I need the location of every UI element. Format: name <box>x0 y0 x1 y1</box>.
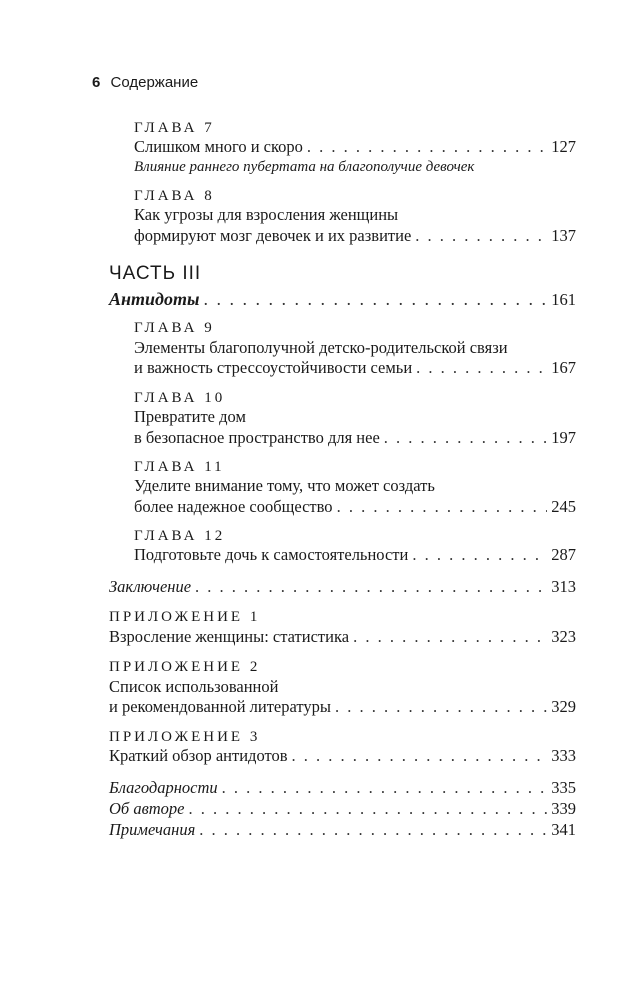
chapter-12-entry[interactable] <box>134 544 576 566</box>
chapter-7-label: ГЛАВА 7 <box>134 120 215 136</box>
chapter-10-entry[interactable] <box>134 427 576 449</box>
about-author-title: Об авторе <box>109 799 185 818</box>
leader-dots <box>412 544 547 566</box>
notes-page: 341 <box>551 820 576 839</box>
appendix-3-label: ПРИЛОЖЕНИЕ 3 <box>109 729 261 745</box>
running-header <box>92 74 198 91</box>
chapter-7-title: Слишком много и скоро <box>134 137 303 156</box>
leader-dots <box>307 136 547 158</box>
chapter-10-title-line-2: в безопасное пространство для нее <box>134 428 380 447</box>
leader-dots <box>415 225 547 247</box>
part-3-title: Антидоты <box>109 289 200 309</box>
chapter-9-entry[interactable] <box>134 357 576 379</box>
chapter-9-page: 167 <box>551 358 576 377</box>
chapter-11-label: ГЛАВА 11 <box>134 459 225 475</box>
chapter-11-entry[interactable] <box>134 496 576 518</box>
appendix-1-title: Взросление женщины: статистика <box>109 627 350 646</box>
chapter-11-title-line-2: более надежное сообщество <box>134 497 333 516</box>
conclusion-page: 313 <box>551 577 576 596</box>
about-author-page: 339 <box>551 799 576 818</box>
appendix-3-title: Краткий обзор антидотов <box>109 746 288 765</box>
appendix-2-label: ПРИЛОЖЕНИЕ 2 <box>109 659 261 675</box>
leader-dots <box>189 798 548 820</box>
appendix-1-entry[interactable] <box>109 626 576 648</box>
chapter-9-title-line-2: и важность стрессоустойчивости семьи <box>134 358 413 377</box>
appendix-2-entry[interactable] <box>109 696 576 718</box>
appendix-2-title-line-1[interactable]: Список использованной <box>109 677 279 696</box>
running-header-title: Содержание <box>110 74 199 91</box>
page-number: 6 <box>92 74 101 91</box>
leader-dots <box>199 819 547 841</box>
leader-dots <box>416 357 547 379</box>
chapter-8-entry[interactable] <box>134 225 576 247</box>
leader-dots <box>337 496 548 518</box>
leader-dots <box>195 576 547 598</box>
chapter-7-subtitle: Влияние раннего пубертата на благополучие девочек <box>134 159 475 175</box>
leader-dots <box>384 427 547 449</box>
conclusion-title: Заключение <box>109 577 192 596</box>
part-3-label: ЧАСТЬ III <box>109 263 202 284</box>
chapter-11-page: 245 <box>551 497 576 516</box>
appendix-3-entry[interactable] <box>109 745 576 767</box>
chapter-12-title: Подготовьте дочь к самостоятельности <box>134 545 409 564</box>
notes-title: Примечания <box>109 820 196 839</box>
appendix-1-page: 323 <box>551 627 576 646</box>
chapter-12-label: ГЛАВА 12 <box>134 528 226 544</box>
leader-dots <box>353 626 547 648</box>
chapter-8-title-line-1[interactable]: Как угрозы для взросления женщины <box>134 205 399 224</box>
appendix-3-page: 333 <box>551 746 576 765</box>
chapter-8-page: 137 <box>551 226 576 245</box>
leader-dots <box>335 696 547 718</box>
acknowledgements-page: 335 <box>551 778 576 797</box>
appendix-2-title-line-2: и рекомендованной литературы <box>109 697 331 716</box>
chapter-12-page: 287 <box>551 545 576 564</box>
chapter-7-page: 127 <box>551 137 576 156</box>
chapter-10-title-line-1[interactable]: Превратите дом <box>134 407 246 426</box>
conclusion-entry[interactable] <box>109 576 576 598</box>
appendix-2-page: 329 <box>551 697 576 716</box>
chapter-8-label: ГЛАВА 8 <box>134 188 215 204</box>
chapter-10-page: 197 <box>551 428 576 447</box>
acknowledgements-title: Благодарности <box>109 778 218 797</box>
about-author-entry[interactable] <box>109 798 576 820</box>
chapter-9-label: ГЛАВА 9 <box>134 320 215 336</box>
chapter-11-title-line-1[interactable]: Уделите внимание тому, что может создать <box>134 476 435 495</box>
chapter-9-title-line-1[interactable]: Элементы благополучной детско-родительской связи <box>134 338 508 357</box>
notes-entry[interactable] <box>109 819 576 841</box>
leader-dots <box>292 745 548 767</box>
appendix-1-label: ПРИЛОЖЕНИЕ 1 <box>109 609 261 625</box>
part-3-page: 161 <box>551 290 576 309</box>
leader-dots <box>203 288 547 310</box>
chapter-8-title-line-2: формируют мозг девочек и их развитие <box>134 226 412 245</box>
chapter-10-label: ГЛАВА 10 <box>134 390 226 406</box>
part-3-entry[interactable] <box>109 288 576 310</box>
leader-dots <box>222 777 548 799</box>
acknowledgements-entry[interactable] <box>109 777 576 799</box>
chapter-7-entry[interactable] <box>134 136 576 158</box>
